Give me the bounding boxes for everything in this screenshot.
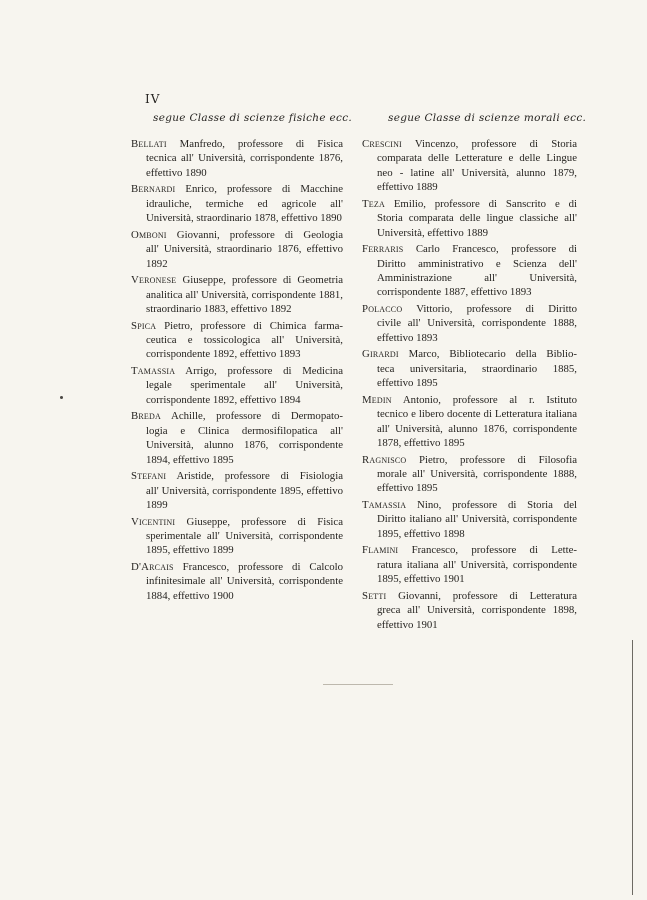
entry-continuation: logia e Clinica dermosifilopatica all' Università, alunno 1876, corrispondente 1894, effettivo 1895 — [146, 424, 343, 466]
entry-first-line — [131, 137, 343, 151]
entry-first-line — [362, 453, 577, 467]
member-entry — [131, 319, 343, 362]
member-entry — [131, 364, 343, 407]
entry-first-line — [131, 409, 343, 423]
entry-first-text: Nino, professore di Storia del — [417, 499, 577, 512]
entry-first-line — [362, 498, 577, 512]
entry-continuation: greca all' Università, corrispondente 1898, effettivo 1901 — [377, 604, 577, 631]
right-column-header: segue Classe di scienze morali ecc. — [388, 112, 587, 124]
entry-continuation: ratura italiana all' Università, corrispondente 1895, effettivo 1901 — [377, 558, 577, 586]
entry-first-line — [131, 560, 343, 574]
entry-first-text: Carlo Francesco, professore di — [415, 243, 578, 256]
margin-dot — [60, 396, 63, 399]
entry-continuation: sperimentale all' Università, corrispondente 1895, effettivo 1899 — [146, 530, 343, 557]
member-entry — [131, 469, 343, 512]
right-column — [362, 137, 577, 634]
page-number: IV — [145, 92, 161, 106]
member-entry — [131, 137, 343, 180]
entry-continuation: civile all' Università, corrispondente 1888, effettivo 1893 — [377, 317, 577, 344]
entry-first-line — [362, 137, 577, 151]
entry-first-text: Francesco, professore di Calcolo — [182, 561, 343, 574]
member-surname: Spica — [131, 319, 157, 332]
member-surname: D'Arcais — [131, 561, 174, 574]
entry-first-text: Achille, professore di Dermopato- — [171, 410, 344, 423]
entry-continuation: Storia comparata delle lingue classiche all' Università, effettivo 1889 — [377, 212, 577, 239]
member-entry — [131, 273, 343, 316]
entry-continuation: infinitesimale all' Università, corrispondente 1884, effettivo 1900 — [146, 575, 343, 602]
member-surname: Bellati — [131, 138, 167, 150]
entry-continuation: tecnico e libero docente di Letteratura italiana all' Università, alunno 1876, corrispondente 1878, effettivo 1895 — [377, 408, 577, 450]
entry-continuation: all' Università, straordinario 1876, effettivo 1892 — [146, 243, 343, 270]
entry-first-text: Manfredo, professore di Fisica — [179, 138, 343, 150]
member-entry — [131, 560, 343, 603]
member-entry — [362, 242, 577, 300]
member-surname: Tamassia — [131, 365, 176, 378]
entry-first-text: Francesco, professore di Lette- — [411, 544, 577, 557]
member-surname: Polacco — [362, 303, 403, 316]
member-surname: Veronese — [131, 274, 177, 287]
entry-first-text: Giovanni, professore di Letteratura — [398, 589, 577, 602]
member-entry — [362, 137, 577, 195]
entry-first-text: Enrico, professore di Macchine — [185, 183, 343, 196]
member-surname: Ragnisco — [362, 453, 407, 466]
member-surname: Vicentini — [131, 515, 176, 528]
entry-first-text: Arrigo, professore di Medicina — [185, 365, 343, 378]
member-surname: Teza — [362, 197, 385, 210]
entry-continuation: tecnica all' Università, corrispondente 1876, effettivo 1890 — [146, 152, 343, 179]
member-surname: Girardi — [362, 348, 399, 361]
entry-first-line — [131, 515, 343, 529]
entry-first-text: Vittorio, professore di Diritto — [416, 303, 577, 316]
member-surname: Ferraris — [362, 243, 404, 256]
entry-first-line — [362, 197, 577, 211]
entry-first-line — [131, 319, 343, 333]
entry-continuation: teca universitaria, straordinario 1885, effettivo 1895 — [377, 362, 577, 390]
member-entry — [362, 543, 577, 586]
entry-continuation: Diritto italiano all' Università, corrispondente 1895, effettivo 1898 — [377, 513, 577, 540]
entry-first-text: Giovanni, professore di Geologia — [176, 228, 343, 241]
member-surname: Crescini — [362, 138, 402, 150]
entry-continuation: comparata delle Letterature e delle Lingue neo - latine all' Università, alunno 1879, effettivo 1889 — [377, 152, 577, 194]
entry-first-line — [362, 393, 577, 407]
entry-first-line — [362, 347, 577, 361]
entry-first-text: Marco, Bibliotecario della Biblio- — [408, 348, 577, 361]
member-entry — [131, 515, 343, 558]
member-entry — [362, 302, 577, 345]
member-entry — [362, 453, 577, 496]
member-surname: Stefani — [131, 470, 167, 483]
member-entry — [131, 182, 343, 225]
entry-first-text: Emilio, professore di Sanscrito e di — [393, 197, 578, 210]
member-surname: Medin — [362, 393, 392, 406]
entry-continuation: ceutica e tossicologica all' Università, corrispondente 1892, effettivo 1893 — [146, 334, 343, 361]
page-edge-line — [632, 640, 633, 895]
member-entry — [362, 197, 577, 240]
entry-first-line — [131, 228, 343, 242]
member-entry — [131, 409, 343, 467]
entry-continuation: idrauliche, termiche ed agricole all' Università, straordinario 1878, effettivo 1890 — [146, 197, 343, 225]
entry-first-text: Pietro, professore di Filosofia — [418, 453, 577, 466]
entry-continuation: all' Università, corrispondente 1895, effettivo 1899 — [146, 484, 343, 512]
entry-first-line — [362, 543, 577, 557]
entry-first-text: Giuseppe, professore di Fisica — [186, 515, 344, 528]
left-column — [131, 137, 343, 605]
member-surname: Setti — [362, 589, 387, 602]
entry-first-text: Antonio, professore al r. Istituto — [402, 393, 577, 406]
member-entry — [362, 347, 577, 390]
entry-first-line — [362, 302, 577, 316]
member-surname: Bernardi — [131, 183, 176, 196]
entry-first-line — [131, 182, 343, 196]
end-divider — [323, 684, 393, 685]
member-entry — [362, 589, 577, 632]
entry-first-text: Pietro, professore di Chimica farma- — [164, 319, 343, 332]
entry-continuation: morale all' Università, corrispondente 1888, effettivo 1895 — [377, 468, 577, 495]
left-column-header: segue Classe di scienze fisiche ecc. — [153, 112, 353, 124]
entry-continuation: legale sperimentale all' Università, corrispondente 1892, effettivo 1894 — [146, 379, 343, 406]
entry-continuation: Diritto amministrativo e Scienza dell' Amministrazione all' Università, corrispondente 1887, effettivo 1893 — [377, 257, 577, 299]
entry-first-line — [362, 242, 577, 256]
entry-continuation: analitica all' Università, corrispondente 1881, straordinario 1883, effettivo 1892 — [146, 288, 343, 316]
member-surname: Breda — [131, 410, 161, 423]
member-entry — [362, 498, 577, 541]
member-surname: Flamini — [362, 544, 399, 557]
member-entry — [362, 393, 577, 451]
member-surname: Omboni — [131, 228, 167, 241]
member-entry — [131, 228, 343, 271]
entry-first-text: Aristide, professore di Fisiologia — [176, 470, 343, 483]
entry-first-text: Giuseppe, professore di Geometria — [182, 274, 343, 287]
entry-first-line — [131, 273, 343, 287]
entry-first-line — [362, 589, 577, 603]
member-surname: Tamassia — [362, 499, 407, 512]
entry-first-text: Vincenzo, professore di Storia — [414, 138, 577, 150]
entry-first-line — [131, 364, 343, 378]
entry-first-line — [131, 469, 343, 483]
